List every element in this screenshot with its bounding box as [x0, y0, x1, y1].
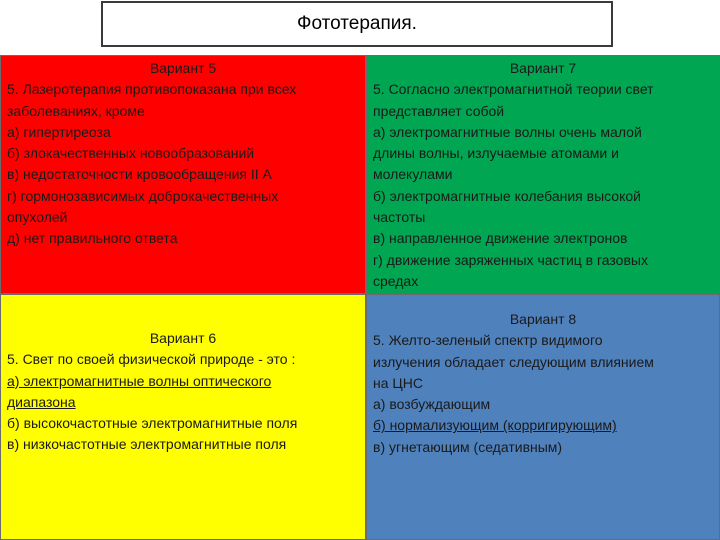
variant-7-option-c: в) направленное движение электронов [373, 230, 628, 247]
variant-5-option-c: в) недостаточности кровообращения II А [7, 166, 272, 183]
variant-7-panel [366, 55, 720, 294]
variant-8-question: 5. Желто-зеленый спектр видимого [373, 332, 603, 349]
variant-6-option-a: а) электромагнитные волны оптического [7, 372, 272, 389]
variant-8-question-cont: излучения обладает следующим влиянием [373, 353, 654, 370]
variant-5-option-e: д) нет правильного ответа [7, 230, 178, 247]
variant-7-option-d-cont: средах [373, 272, 419, 289]
variant-6-heading: Вариант 6 [149, 330, 217, 346]
variant-7-heading: Вариант 7 [509, 60, 577, 76]
variant-7-option-b-cont: частоты [373, 209, 426, 226]
variant-8-panel [366, 294, 720, 540]
variant-8-option-a: а) возбуждающим [373, 396, 491, 413]
variant-8-option-b: б) нормализующим (корригирующим) [373, 417, 617, 434]
variant-6-option-a-cont: диапазона [7, 393, 76, 410]
variant-5-option-d-cont: опухолей [7, 209, 68, 226]
variant-6-option-b: б) высокочастотные электромагнитные поля [7, 415, 298, 432]
variant-5-panel [0, 55, 366, 294]
variant-7-option-b: б) электромагнитные колебания высокой [373, 187, 641, 204]
variant-7-question: 5. Согласно электромагнитной теории свет [373, 81, 654, 98]
variant-6-question: 5. Свет по своей физической природе - это : [7, 351, 296, 368]
variant-8-heading: Вариант 8 [509, 311, 577, 327]
variant-7-option-d: г) движение заряженных частиц в газовых [373, 251, 648, 268]
variant-5-option-d: г) гормонозависимых доброкачественных [7, 187, 279, 204]
variant-7-option-a-cont2: молекулами [373, 166, 453, 183]
variant-5-option-b: б) злокачественных новообразований [7, 145, 255, 162]
variant-5-heading: Вариант 5 [149, 60, 217, 76]
variant-7-question-cont: представляет собой [373, 102, 505, 119]
variant-8-question-cont2: на ЦНС [373, 374, 423, 391]
variant-5-question: 5. Лазеротерапия противопоказана при всех [7, 81, 297, 98]
variant-7-option-a: а) электромагнитные волны очень малой [373, 123, 642, 140]
variant-8-option-c: в) угнетающим (седативным) [373, 438, 563, 455]
variant-6-panel [0, 294, 366, 540]
variant-6-option-c: в) низкочастотные электромагнитные поля [7, 436, 287, 453]
variant-5-question-cont: заболеваниях, кроме [7, 102, 145, 119]
variant-7-option-a-cont: длины волны, излучаемые атомами и [373, 145, 619, 162]
page-title: Фототерапия. [101, 1, 613, 47]
variant-5-option-a: а) гипертиреоза [7, 123, 111, 140]
